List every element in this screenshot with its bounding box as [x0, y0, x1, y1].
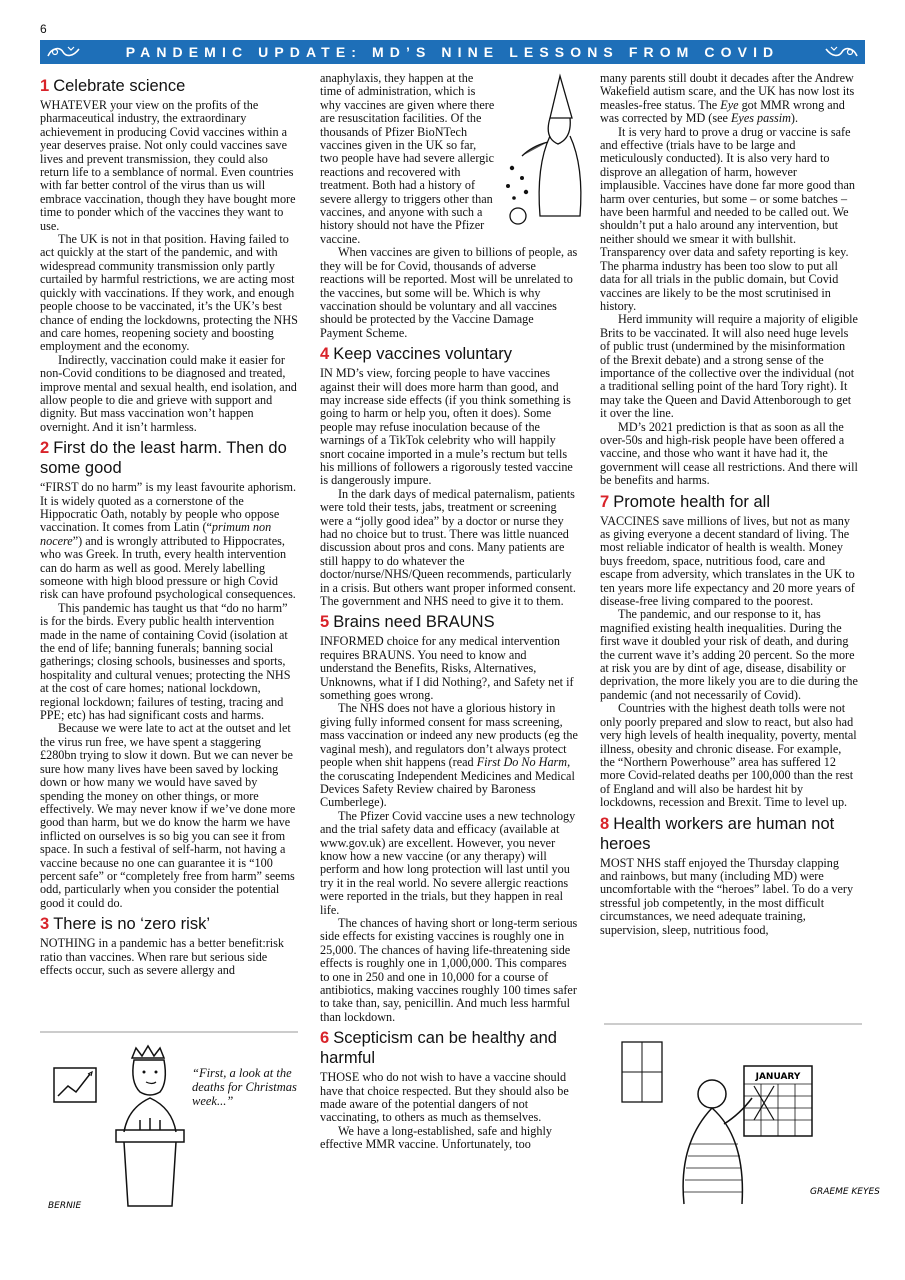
heading-number: 2 — [40, 439, 50, 458]
paragraph: “FIRST do no harm” is my least favourite aphorism. It is widely quoted as a cornerstone of the Hippocratic Oath, notably by people who oppose vaccination. It comes from Latin (“primum non nocere”) and is wrongly attributed to Hippocrates, who was Greek. In truth, every health intervention can do harm as well as good. Merely labelling someone with high blood pressure or high Covid risk can have profound psychological consequences. — [40, 480, 297, 602]
heading-text: Health workers are human not heroes — [600, 814, 835, 853]
cartoon-signature: GRAEME KEYES — [810, 1187, 880, 1197]
paragraph: It is very hard to prove a drug or vaccine is safe and effective (trials have to be large and meticulously conducted). It is also very hard to disprove an allegation of harm, however implausible. Vaccines have done far more good than harm over centuries, but some – or some batches – have been harmful and needed to be called out. We shouldn’t put a halo around any intervention, but neither should we smear it with bullshit. Transparency over data and safety reporting is key. The pharma industry has been too slow to put all data for all trials in the public domain, but Covid vaccines are likely to be the most scrutinised in history. — [600, 124, 855, 313]
paragraph: NOTHING in a pandemic has a better benefit:risk ratio than vaccines. When rare but serious side effects occur, such as severe allergy and — [40, 936, 285, 977]
paragraph: The NHS does not have a glorious history in giving fully informed consent for mass screening, mass vaccination or indeed any new products (eg the vaginal mesh), and regulators don’t always protect people when shit happens (read First Do No Harm, the coruscating Independent Medicines and Medical Devices Safety Review chaired by Baroness Cumberlege). — [320, 701, 578, 810]
paragraph: This pandemic has taught us that “do no harm” is for the birds. Every public health intervention made in the name of containing Covid (isolation at the end of life; banning funerals; banning social gatherings; closing schools, businesses and sports, hospitality and cultural venues; protecting the NHS at the cost of care homes; national lockdown, regional lockdown; failures of testing, tracing and PPE; etc) has had significant costs and harms. — [40, 600, 291, 723]
heading-8 — [600, 814, 858, 854]
wizard-hat-icon — [550, 76, 572, 118]
page-number: 6 — [40, 22, 47, 36]
paragraph: many parents still doubt it decades after the Andrew Wakefield autism scare, and the UK has now lost its measles-free status. The Eye got MMR wrong and was corrected by MD (see Eyes passim). — [600, 71, 855, 126]
column-3 — [600, 72, 858, 937]
paragraph: anaphylaxis, they happen at the time of administration, which is why vaccines are given where there are resuscitation facilities. Of the thousands of Pfizer BioNTech vaccines given in the UK so far, two people have had severe allergic reactions and recovered with treatment. Both had a history of severe allergy to triggers other than vaccines, and anyone with such a history should not have the Pfizer vaccine. — [320, 71, 495, 246]
paragraph: Countries with the highest death tolls were not only poorly prepared and slow to react, but also had very high levels of health inequality, poverty, mental illness, obesity and chronic disease. For example, the “Northern Powerhouse” area has suffered 12 more Covid-related deaths per 100,000 than the rest of England and will also be hardest hit by lockdowns, recession and Brexit. Time to level up. — [600, 701, 857, 810]
heading-number: 1 — [40, 77, 50, 95]
cartoon-caption: “First, a look at the deaths for Christmas week...” — [192, 1066, 297, 1108]
paragraph: VACCINES save millions of lives, but not as many as giving everyone a decent standard of living. The most reliable indicator of health is wealth. Money buys freedom, space, nutritious food, care and escape from adversity, which translates in the UK to ten years more life expectancy and 20 more years of disease-free living compared to the poorest. — [600, 513, 855, 609]
paragraph: WHATEVER your view on the profits of the pharmaceutical industry, the extraordinary achievement in producing Covid vaccines within a year deserves praise. Not only could vaccines save lives and prevent transmission, they could also return life to a semblance of normal. Even countries with far better control of the virus than us will embrace vaccination, though they have bought more time to ponder which of the vaccines they want to use. — [40, 98, 296, 233]
cartoon-signature: BERNIE — [48, 1201, 82, 1211]
heading-7 — [600, 492, 858, 512]
heading-6 — [320, 1028, 578, 1068]
paragraph: INFORMED choice for any medical intervention requires BRAUNS. You need to know and understand the Benefits, Risks, Alternatives, Unknowns, what if I did Nothing?, and Safety net if something goes wrong. — [320, 634, 574, 703]
heading-text: Keep vaccines voluntary — [333, 345, 513, 364]
paragraph: Herd immunity will require a majority of eligible Brits to be vaccinated. It will also need huge levels of public trust (undermined by the misinformation of the Brexit debate) and a strong sense of the importance of the collective over the individual (not a traditional selling point of the hard Tory right). It may take the Queen and David Attenborough to get it over the line. — [600, 312, 858, 421]
heading-1 — [40, 76, 298, 96]
paragraph: THOSE who do not wish to have a vaccine should have that choice respected. But they should also be made aware of the potential dangers of not vaccinating, to others as much as themselves. — [320, 1070, 569, 1125]
heading-text: Celebrate science — [53, 77, 186, 95]
heading-number: 4 — [320, 345, 330, 364]
paragraph: We have a long-established, safe and highly effective MMR vaccine. Unfortunately, too — [320, 1123, 552, 1152]
cartoon-calendar — [604, 1024, 880, 1214]
paragraph: The UK is not in that position. Having failed to act quickly at the start of the pandemic, and with widespread community transmission only partly curtailed by harmful restrictions, we are acting most quickly with vaccinations. If they work, and enough people choose to be vaccinated, it’s the UK’s best chance of ending the lockdowns, protecting the NHS and care homes, reopening society and boosting employment and the economy. — [40, 232, 298, 354]
paragraph: Indirectly, vaccination could make it easier for non-Covid conditions to be diagnosed and treated, improve mental and sexual health, end isolation, and allow people to die and grieve with support and dignity. But mass vaccination won’t happen overnight. And it isn’t harmless. — [40, 352, 297, 434]
paragraph: When vaccines are given to billions of people, as they will be for Covid, thousands of adverse reactions will be reported. Most will be unrelated to the vaccines, but some will be. Which is why vaccination should be voluntary and all vaccines should be protected by the Vaccine Damage Payment Scheme. — [320, 245, 578, 340]
globe-icon — [510, 208, 526, 224]
heading-number: 3 — [40, 915, 50, 934]
heading-text: Scepticism can be healthy and harmful — [320, 1029, 557, 1068]
banner-title: PANDEMIC UPDATE: MD’S NINE LESSONS FROM COVID — [125, 44, 780, 60]
heading-text: First do the least harm. Then do some good — [40, 439, 287, 478]
calendar-label: JANUARY — [755, 1072, 801, 1082]
paragraph: IN MD’s view, forcing people to have vaccines against their will does more harm than good, and may increase side effects (if you think something is going to harm or help you, often it does). Some people may refuse inoculation because of the warnings of a TikTok celebrity who will happily snort cocaine imported in a mule’s rectum but tells his millions of followers a rigorously tested vaccine is dangerously impure. — [320, 366, 573, 488]
heading-text: Promote health for all — [613, 492, 771, 511]
section-banner — [40, 40, 865, 64]
heading-4 — [320, 344, 578, 364]
paragraph: Because we were late to act at the outset and let the virus run free, we have spent a staggering £280bn trying to slow it down. But we can never be sure how many lives have been saved by locking down or how many we would have saved by spending the money on other things, or more effectively. We may never know if we’ve done more good than harm, but we do know the harm we have inflicted on ourselves is so big you can see it from space. In such a festival of self-harm, not having a vaccine because no one can guarantee it is “100 percent safe” or “completely free from harm” seems odd, particularly when you consider the potential good it could do. — [40, 721, 296, 910]
crown-icon — [132, 1046, 164, 1058]
person-head-icon — [698, 1080, 726, 1108]
heading-number: 6 — [320, 1029, 330, 1048]
ornament-right-icon — [823, 43, 859, 61]
paragraph: MD’s 2021 prediction is that as soon as all the over-50s and high-risk people have been offered a vaccine, and those who want it have had it, the government will cease all restrictions. And there will be benefits and harms. — [600, 419, 858, 488]
paragraph: In the dark days of medical paternalism, patients were told their tests, jabs, treatment or screening were a “jolly good idea” by a doctor or nurse they had no choice but to trust. There was little nuanced discussion about pros and cons. Many patients are still happy to do whatever the doctor/nurse/NHS/Queen recommends, particularly in a crisis. But others want proper informed consent. The government and NHS need to give it to them. — [320, 486, 576, 609]
heading-2 — [40, 438, 298, 478]
heading-number: 7 — [600, 492, 610, 511]
paragraph: The Pfizer Covid vaccine uses a new technology and the trial safety data and efficacy (available at www.gov.uk) are excellent. However, you never know how a new vaccine (or any therapy) will perform and how long protection will last until you try it in the real world. No severe allergic reactions were reported in the trials, but they happen in real life. — [320, 808, 576, 917]
heading-number: 8 — [600, 814, 610, 833]
heading-number: 5 — [320, 613, 330, 632]
heading-5 — [320, 612, 578, 632]
paragraph: The chances of having short or long-term serious side effects for existing vaccines is roughly one in 25,000. The chances of having life-threatening side effects is roughly one in 1,000,000. This compares to one in 250 and one in 10,000 for a course of antibiotics, making vaccines roughly 100 times safer to take than, say, penicillin. And much less harmful than lockdown. — [320, 915, 578, 1024]
column-2 — [320, 72, 578, 1152]
cartoon-presenter — [40, 1030, 298, 1215]
lectern-icon — [116, 1130, 184, 1142]
paragraph: The pandemic, and our response to it, has magnified existing health inequalities. During the first wave it doubled your risk of death, and during the current wave it’s adding 20 percent. So the more at risk you are by dint of age, disease, disability or deprivation, the more likely you are to die during the pandemic (and not necessarily of Covid). — [600, 607, 858, 702]
heading-text: Brains need BRAUNS — [333, 613, 495, 632]
column-1 — [40, 72, 298, 977]
wizard-illustration — [500, 76, 582, 226]
heading-3 — [40, 914, 298, 934]
ornament-left-icon — [46, 43, 82, 61]
heading-text: There is no ‘zero risk’ — [53, 915, 210, 934]
paragraph: MOST NHS staff enjoyed the Thursday clapping and rainbows, but many (including MD) were uncomfortable with the “heroes” label. To do a very stressful job competently, in the most difficult circumstances, we need adequate training, supervision, sleep, nutritious food, — [600, 855, 854, 937]
